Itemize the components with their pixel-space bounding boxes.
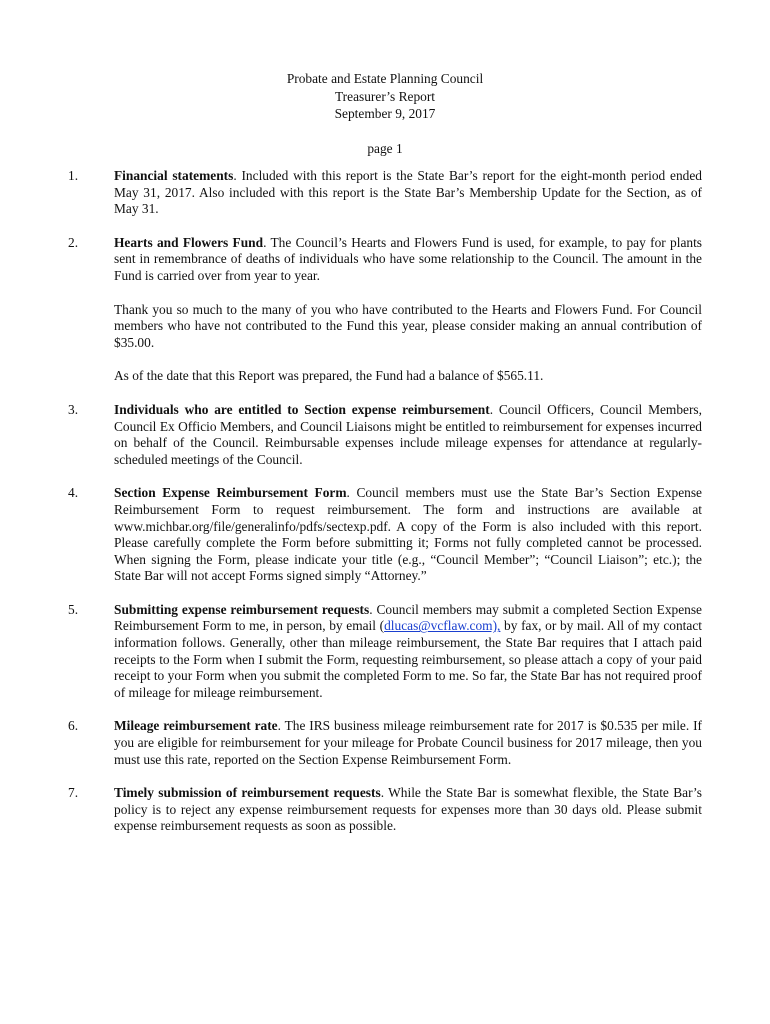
item-heading: Financial statements <box>114 168 234 183</box>
item-number: 5. <box>68 601 79 617</box>
item-number: 7. <box>68 785 79 801</box>
list-item <box>0 602 770 702</box>
item-paragraph: As of the date that this Report was prepared, the Fund had a balance of $565.11. <box>114 368 544 384</box>
list-item <box>0 168 770 218</box>
item-number: 2. <box>68 234 79 250</box>
item-heading: Mileage reimbursement rate <box>114 718 278 734</box>
report-header <box>0 70 770 157</box>
item-body <box>114 485 702 585</box>
item-text: . Council members may submit a completed Section Expense Reimbursement Form to me, in person, by email ( <box>114 601 702 634</box>
item-body <box>114 602 702 702</box>
item-heading: Timely submission of reimbursement requests <box>114 785 381 801</box>
item-number: 3. <box>68 401 79 417</box>
item-number: 1. <box>68 168 79 183</box>
list-item <box>0 485 770 585</box>
item-body <box>114 402 702 468</box>
item-body <box>114 235 702 385</box>
item-heading: Individuals who are entitled to Section expense reimbursement <box>114 401 490 417</box>
council-title: Probate and Estate Planning Council <box>286 71 484 86</box>
item-heading: Section Expense Reimbursement Form <box>114 485 347 501</box>
list-item <box>0 718 770 768</box>
list-item <box>0 402 770 468</box>
item-text: by fax, or by mail. All of my contact information follows. Generally, other than mileage reimbursement, the State Bar requires that I attach paid receipts to the Form when I submit the Form, requesting reimbursement, so please attach a copy of your paid receipt to your Form when you submit the completed Form to me. So far, the State Bar has not required proof of mileage for mileage reimbursement. <box>114 618 702 700</box>
item-body <box>114 168 702 218</box>
item-text: . Council members must use the State Bar’s Section Expense Reimbursement Form to request reimbursement. The form and instructions are available at www.michbar.org/file/generalinfo/pdfs/sectexp.pdf. A copy of the Form is also included with this report. Please carefully complete the Form before submitting it; Forms not fully completed cannot be processed. When signing the Form, please indicate your title (e.g., “Council Member”; “Council Liaison”; etc.); the State Bar will not accept Forms signed simply “Attorney.” <box>114 485 702 584</box>
report-title: Treasurer’s Report <box>334 88 436 104</box>
report-items <box>0 168 770 852</box>
item-heading: Submitting expense reimbursement requests <box>114 601 370 617</box>
list-item <box>0 235 770 385</box>
item-number: 4. <box>68 485 79 501</box>
item-text: . Included with this report is the State Bar’s report for the eight-month period ended May 31, 2017. Also included with this report is the State Bar’s Membership Update for the Section, as of May 31. <box>114 168 702 217</box>
item-text: . The Council’s Hearts and Flowers Fund is used, for example, to pay for plants sent in remembrance of deaths of individuals who have some relationship to the Council. The amount in the Fund is carried over from year to year. <box>114 234 703 283</box>
list-item <box>0 785 770 835</box>
item-body <box>114 718 702 768</box>
item-paragraph: Thank you so much to the many of you who have contributed to the Hearts and Flowers Fund. For Council members who have not contributed to the Fund this year, please consider making an annual contribution of $35.00. <box>114 301 702 350</box>
report-date: September 9, 2017 <box>334 106 436 121</box>
item-heading: Hearts and Flowers Fund <box>114 234 264 250</box>
item-text: . The IRS business mileage reimbursement rate for 2017 is $0.535 per mile. If you are eligible for reimbursement for your mileage for Probate Council business for 2017 mileage, then you must use this rate, reported on the Section Expense Reimbursement Form. <box>114 718 702 767</box>
page-number: page 1 <box>367 140 403 156</box>
item-text: . While the State Bar is somewhat flexible, the State Bar’s policy is to reject any expense reimbursement requests for expenses more than 30 days old. Please submit expense reimbursement requests as soon as possible. <box>114 785 702 834</box>
item-body <box>114 785 702 835</box>
email-link[interactable]: dlucas@vcflaw.com), <box>384 618 501 634</box>
item-number: 6. <box>68 718 79 734</box>
item-text: . Council Officers, Council Members, Council Ex Officio Members, and Council Liaisons might be entitled to reimbursement for expenses incurred on behalf of the Council. Reimbursable expenses include mileage expenses for attendance at regularly-scheduled meetings of the Council. <box>114 401 702 467</box>
